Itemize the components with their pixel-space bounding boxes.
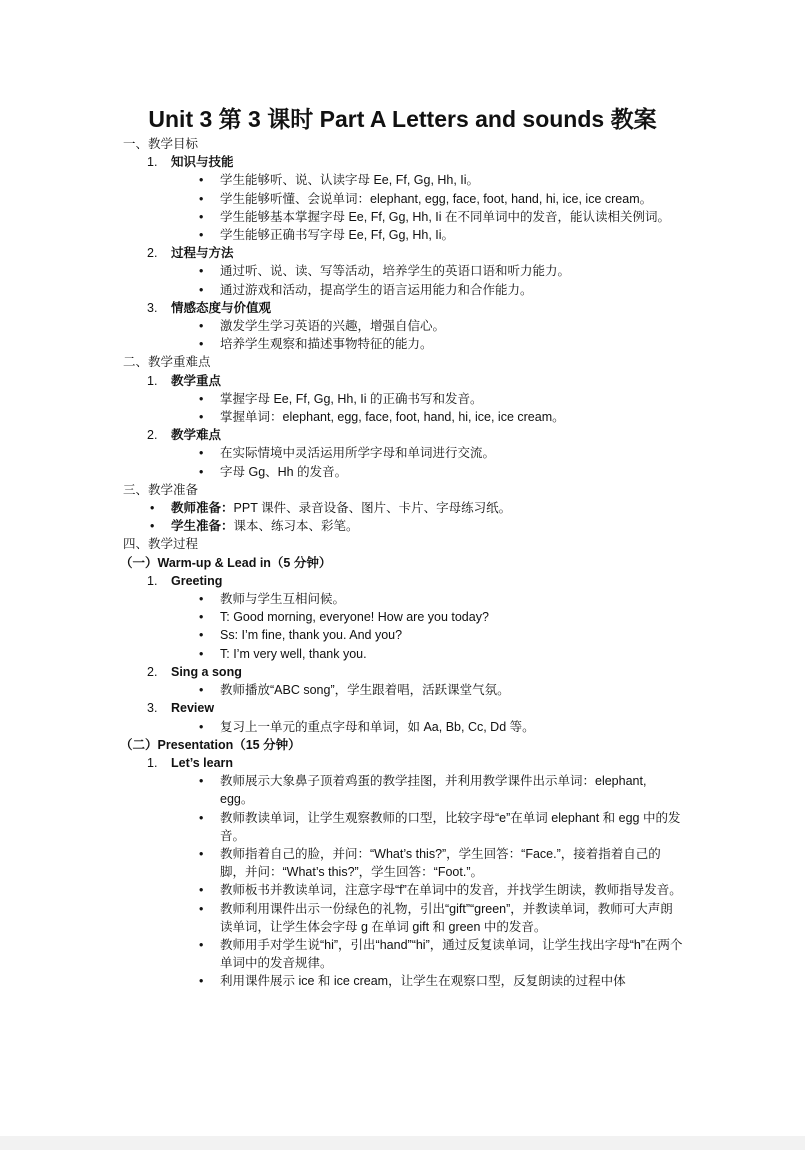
section-heading-process: 四、教学过程 [123, 537, 199, 552]
list-item: • 学生能够基本掌握字母 Ee, Ff, Gg, Hh, Ii 在不同单词中的发音，能认读相关例词。 [123, 208, 683, 226]
subsection-heading [123, 663, 683, 681]
subsection-label: Sing a song [171, 664, 242, 679]
section-heading-objectives: 一、教学目标 [123, 137, 199, 151]
subsection-heading [123, 153, 683, 171]
subsection-label: Let’s learn [171, 755, 234, 770]
list-number: 2. [147, 664, 158, 679]
list-number: 3. [147, 300, 158, 315]
list-item [123, 499, 683, 517]
item-label: 教师准备： [171, 501, 234, 516]
subsection-label: Review [171, 701, 215, 716]
subsection-label: Greeting [171, 573, 223, 588]
list-item: • 教师利用课件出示一份绿色的礼物，引出“gift”“green”，并教读单词，教师可大声朗读单词，让学生体会字母 g 在单词 gift 和 green 中的发音。 [123, 900, 683, 936]
list-item: • 复习上一单元的重点字母和单词，如 Aa, Bb, Cc, Dd 等。 [123, 718, 683, 736]
list-item: • Ss: I’m fine, thank you. And you? [123, 626, 683, 644]
list-number: 2. [147, 428, 158, 443]
list-item: • 字母 Gg、Hh 的发音。 [123, 463, 683, 481]
subsection-label: 教学难点 [171, 428, 222, 443]
subsection-heading [123, 299, 683, 317]
subsection-heading [123, 572, 683, 590]
list-item: • T: Good morning, everyone! How are you today? [123, 608, 683, 626]
page-title: Unit 3 第 3 课时 Part A Letters and sounds 教案 [148, 106, 657, 132]
list-number: 1. [147, 755, 158, 770]
list-item [123, 517, 683, 535]
subsection-heading [123, 426, 683, 444]
list-item: • 教师与学生互相问候。 [123, 590, 683, 608]
list-item: • T: I’m very well, thank you. [123, 645, 683, 663]
item-label: 学生准备： [171, 519, 234, 534]
list-item: • 培养学生观察和描述事物特征的能力。 [123, 335, 683, 353]
list-item: • 教师展示大象鼻子顶着鸡蛋的教学挂图，并利用教学课件出示单词：elephant, egg。 [123, 772, 683, 808]
subsection-label: 情感态度与价值观 [171, 300, 272, 315]
subsection-label: 过程与方法 [171, 246, 234, 261]
list-item: • 教师教读单词，让学生观察教师的口型，比较字母“e”在单词 elephant 和 egg 中的发音。 [123, 809, 683, 845]
list-item: • 激发学生学习英语的兴趣，增强自信心。 [123, 317, 683, 335]
subsection-heading [123, 244, 683, 262]
list-item: • 在实际情境中灵活运用所学字母和单词进行交流。 [123, 444, 683, 462]
document-body [120, 135, 683, 991]
list-item: • 教师用手对学生说“hi”，引出“hand”“hi”，通过反复读单词，让学生找出字母“h”在两个单词中的发音规律。 [123, 936, 683, 972]
section-heading-key-points: 二、教学重难点 [123, 355, 211, 370]
list-item: • 学生能够正确书写字母 Ee, Ff, Gg, Hh, Ii。 [123, 226, 683, 244]
list-number: 2. [147, 246, 158, 261]
list-number: 1. [147, 573, 158, 588]
list-item: • 教师指着自己的脸，并问：“What’s this?”，学生回答：“Face.”，接着指着自己的脚，并问：“What’s this?”，学生回答：“Foot.”。 [123, 845, 683, 881]
subsection-heading [123, 699, 683, 717]
list-item: • 教师板书并教读单词，注意字母“f”在单词中的发音，并找学生朗读，教师指导发音。 [123, 881, 683, 899]
subsection-heading [123, 754, 683, 772]
list-number: 3. [147, 701, 158, 716]
list-item: • 掌握字母 Ee, Ff, Gg, Hh, Ii 的正确书写和发音。 [123, 390, 683, 408]
list-item: • 通过听、说、读、写等活动，培养学生的英语口语和听力能力。 [123, 262, 683, 280]
section-heading-preparation: 三、教学准备 [123, 482, 199, 497]
list-item: • 学生能够听、说、认读字母 Ee, Ff, Gg, Hh, Ii。 [123, 171, 683, 189]
list-item: • 通过游戏和活动，提高学生的语言运用能力和合作能力。 [123, 281, 683, 299]
item-text: 课本、练习本、彩笔。 [233, 519, 359, 534]
list-item: • 利用课件展示 ice 和 ice cream，让学生在观察口型，反复朗读的过程中体 [123, 972, 683, 990]
list-item: • 学生能够听懂、会说单词：elephant, egg, face, foot, hand, hi, ice, ice cream。 [123, 190, 683, 208]
subsection-label: 知识与技能 [171, 155, 234, 170]
list-item: • 教师播放“ABC song”，学生跟着唱，活跃课堂气氛。 [123, 681, 683, 699]
phase-heading-presentation: （二）Presentation（15 分钟） [120, 737, 301, 752]
list-item: • 掌握单词：elephant, egg, face, foot, hand, hi, ice, ice cream。 [123, 408, 683, 426]
subsection-label: 教学重点 [171, 373, 222, 388]
list-number: 1. [147, 373, 158, 388]
phase-heading-warmup: （一）Warm-up & Lead in（5 分钟） [120, 555, 332, 570]
list-number: 1. [147, 155, 158, 170]
item-text: PPT 课件、录音设备、图片、卡片、字母练习纸。 [233, 501, 512, 516]
subsection-heading [123, 372, 683, 390]
